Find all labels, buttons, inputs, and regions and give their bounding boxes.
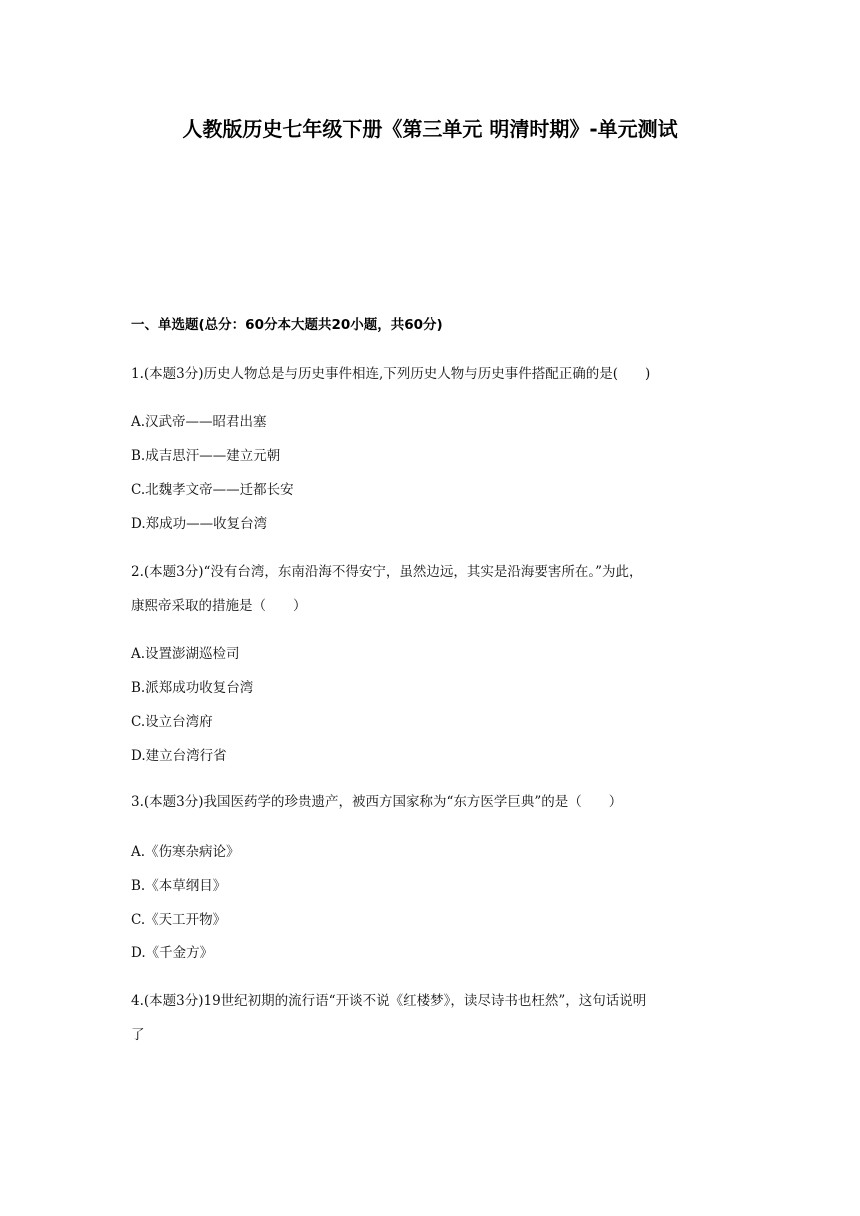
question-2-option-d: D.建立台湾行省: [131, 748, 227, 764]
question-3-option-c: C.《天工开物》: [131, 912, 227, 928]
question-1-option-b: B.成吉思汗——建立元朝: [131, 448, 281, 464]
question-1-option-c: C.北魏孝文帝——迁都长安: [131, 482, 294, 498]
question-2-option-a: A.设置澎湖巡检司: [131, 646, 240, 662]
question-1-option-d: D.郑成功——收复台湾: [131, 516, 268, 532]
question-2-option-b: B.派郑成功收复台湾: [131, 680, 254, 696]
question-3-stem: 3.(本题3分)我国医药学的珍贵遗产，被西方国家称为“东方医学巨典”的是（ ）: [131, 794, 623, 810]
question-3-option-b: B.《本草纲目》: [131, 878, 227, 894]
question-2-option-c: C.设立台湾府: [131, 714, 213, 730]
question-4-stem-line-2: 了: [131, 1027, 145, 1043]
question-1-option-a: A.汉武帝——昭君出塞: [131, 414, 267, 430]
question-1-stem: 1.(本题3分)历史人物总是与历史事件相连,下列历史人物与历史事件搭配正确的是( ): [131, 366, 651, 382]
question-2-stem-line-1: 2.(本题3分)“没有台湾，东南沿海不得安宁，虽然边远，其实是沿海要害所在。”为此，: [131, 564, 643, 580]
document-title: 人教版历史七年级下册《第三单元 明清时期》-单元测试: [182, 117, 678, 141]
question-3-option-a: A.《伤寒杂病论》: [131, 844, 240, 860]
question-4-stem-line-1: 4.(本题3分)19世纪初期的流行语“开谈不说《红楼梦》，读尽诗书也枉然”，这句话说明: [131, 993, 647, 1009]
question-2-stem-line-2: 康熙帝采取的措施是（ ）: [131, 598, 307, 614]
section-heading: 一、单选题(总分：60分本大题共20小题，共60分): [131, 317, 443, 333]
question-3-option-d: D.《千金方》: [131, 945, 214, 961]
